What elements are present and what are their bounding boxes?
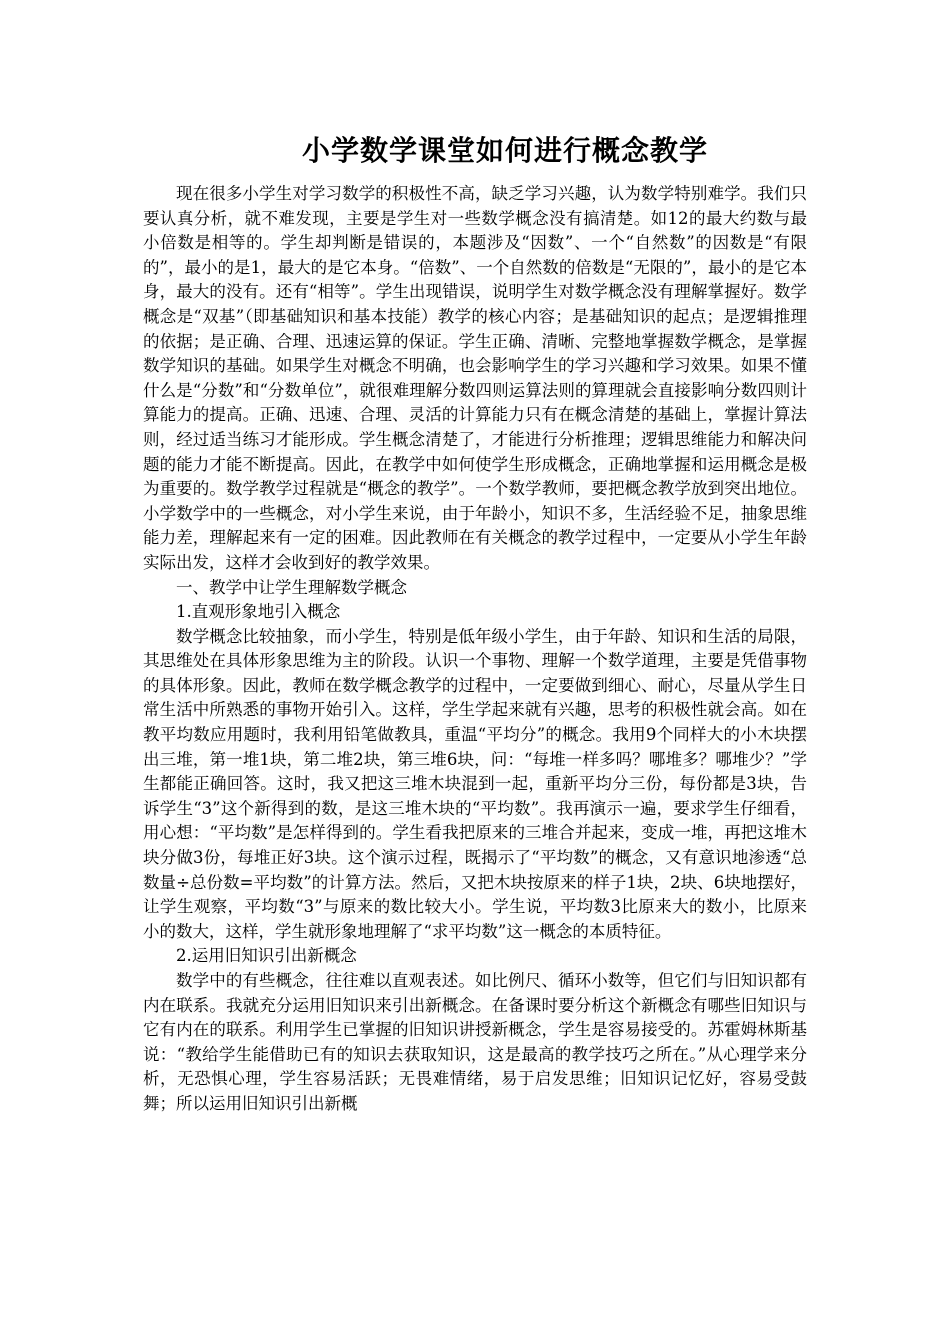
subsection-heading-2: 2.运用旧知识引出新概念 [176, 946, 357, 966]
body-paragraph-1: 数学概念比较抽象，而小学生，特别是低年级小学生，由于年龄、知识和生活的局限，其思维处在具体形象思维为主的阶段。认识一个事物、理解一个数学道理，主要是凭借事物的具体形象。因此，教师在数学概念教学的过程中，一定要做到细心、耐心，尽量从学生日常生活中所熟悉的事物开始引入。这样，学生学起来就有兴趣，思考的积极性就会高。如在教平均数应用题时，我利用铅笔做教具，重温“平均分”的概念。我用9个同样大的小木块摆出三堆，第一堆1块，第二堆2块，第三堆6块，问：“每堆一样多吗？哪堆多？哪堆少？”学生都能正确回答。这时，我又把这三堆木块混到一起，重新平均分三份，每份都是3块，告诉学生“3”这个新得到的数，是这三堆木块的“平均数”。我再演示一遍，要求学生仔细看，用心想：“平均数”是怎样得到的。学生看我把原来的三堆合并起来，变成一堆，再把这堆木块分做3份，每堆正好3块。这个演示过程，既揭示了“平均数”的概念，又有意识地渗透“总数量÷总份数=平均数”的计算方法。然后，又把木块按原来的样子1块，2块、6块地摆好，让学生观察，平均数“3”与原来的数比较大小。学生说，平均数3比原来大的数小，比原来小的数大，这样，学生就形象地理解了“求平均数”这一概念的本质特征。 [143, 626, 807, 941]
document-title: 小学数学课堂如何进行概念教学 [301, 134, 708, 167]
document-body [143, 130, 807, 1117]
subsection-heading-1: 1.直观形象地引入概念 [176, 602, 341, 622]
section-heading-1: 一、教学中让学生理解数学概念 [176, 577, 407, 597]
body-paragraph-2: 数学中的有些概念，往往难以直观表述。如比例尺、循环小数等，但它们与旧知识都有内在联系。我就充分运用旧知识来引出新概念。在备课时要分析这个新概念有哪些旧知识与它有内在的联系。利用学生已掌握的旧知识讲授新概念，学生是容易接受的。苏霍姆林斯基说：“教给学生能借助已有的知识去获取知识，这是最高的教学技巧之所在。”从心理学来分析，无恐惧心理，学生容易活跃；无畏难情绪，易于启发思维；旧知识记忆好，容易受鼓舞；所以运用旧知识引出新概 [143, 971, 807, 1113]
intro-paragraph: 现在很多小学生对学习数学的积极性不高，缺乏学习兴趣，认为数学特别难学。我们只要认真分析，就不难发现，主要是学生对一些数学概念没有搞清楚。如12的最大约数与最小倍数是相等的。学生却判断是错误的，本题涉及“因数”、一个“自然数”的因数是“有限的”，最小的是1，最大的是它本身。“倍数”、一个自然数的倍数是“无限的”，最小的是它本身，最大的没有。还有“相等”。学生出现错误，说明学生对数学概念没有理解掌握好。数学概念是“双基”（即基础知识和基本技能）教学的核心内容；是基础知识的起点；是逻辑推理的依据；是正确、合理、迅速运算的保证。学生正确、清晰、完整地掌握数学概念，是掌握数学知识的基础。如果学生对概念不明确，也会影响学生的学习兴趣和学习效果。如果不懂什么是“分数”和“分数单位”，就很难理解分数四则运算法则的算理就会直接影响分数四则计算能力的提高。正确、迅速、合理、灵活的计算能力只有在概念清楚的基础上，掌握计算法则，经过适当练习才能形成。学生概念清楚了，才能进行分析推理；逻辑思维能力和解决问题的能力才能不断提高。因此，在教学中如何使学生形成概念，正确地掌握和运用概念是极为重要的。数学教学过程就是“概念的教学”。一个数学教师，要把概念教学放到突出地位。小学数学中的一些概念，对小学生来说，由于年龄小，知识不多，生活经验不足，抽象思维能力差，理解起来有一定的困难。因此教师在有关概念的教学过程中，一定要从小学生年龄实际出发，这样才会收到好的教学效果。 [143, 184, 807, 572]
